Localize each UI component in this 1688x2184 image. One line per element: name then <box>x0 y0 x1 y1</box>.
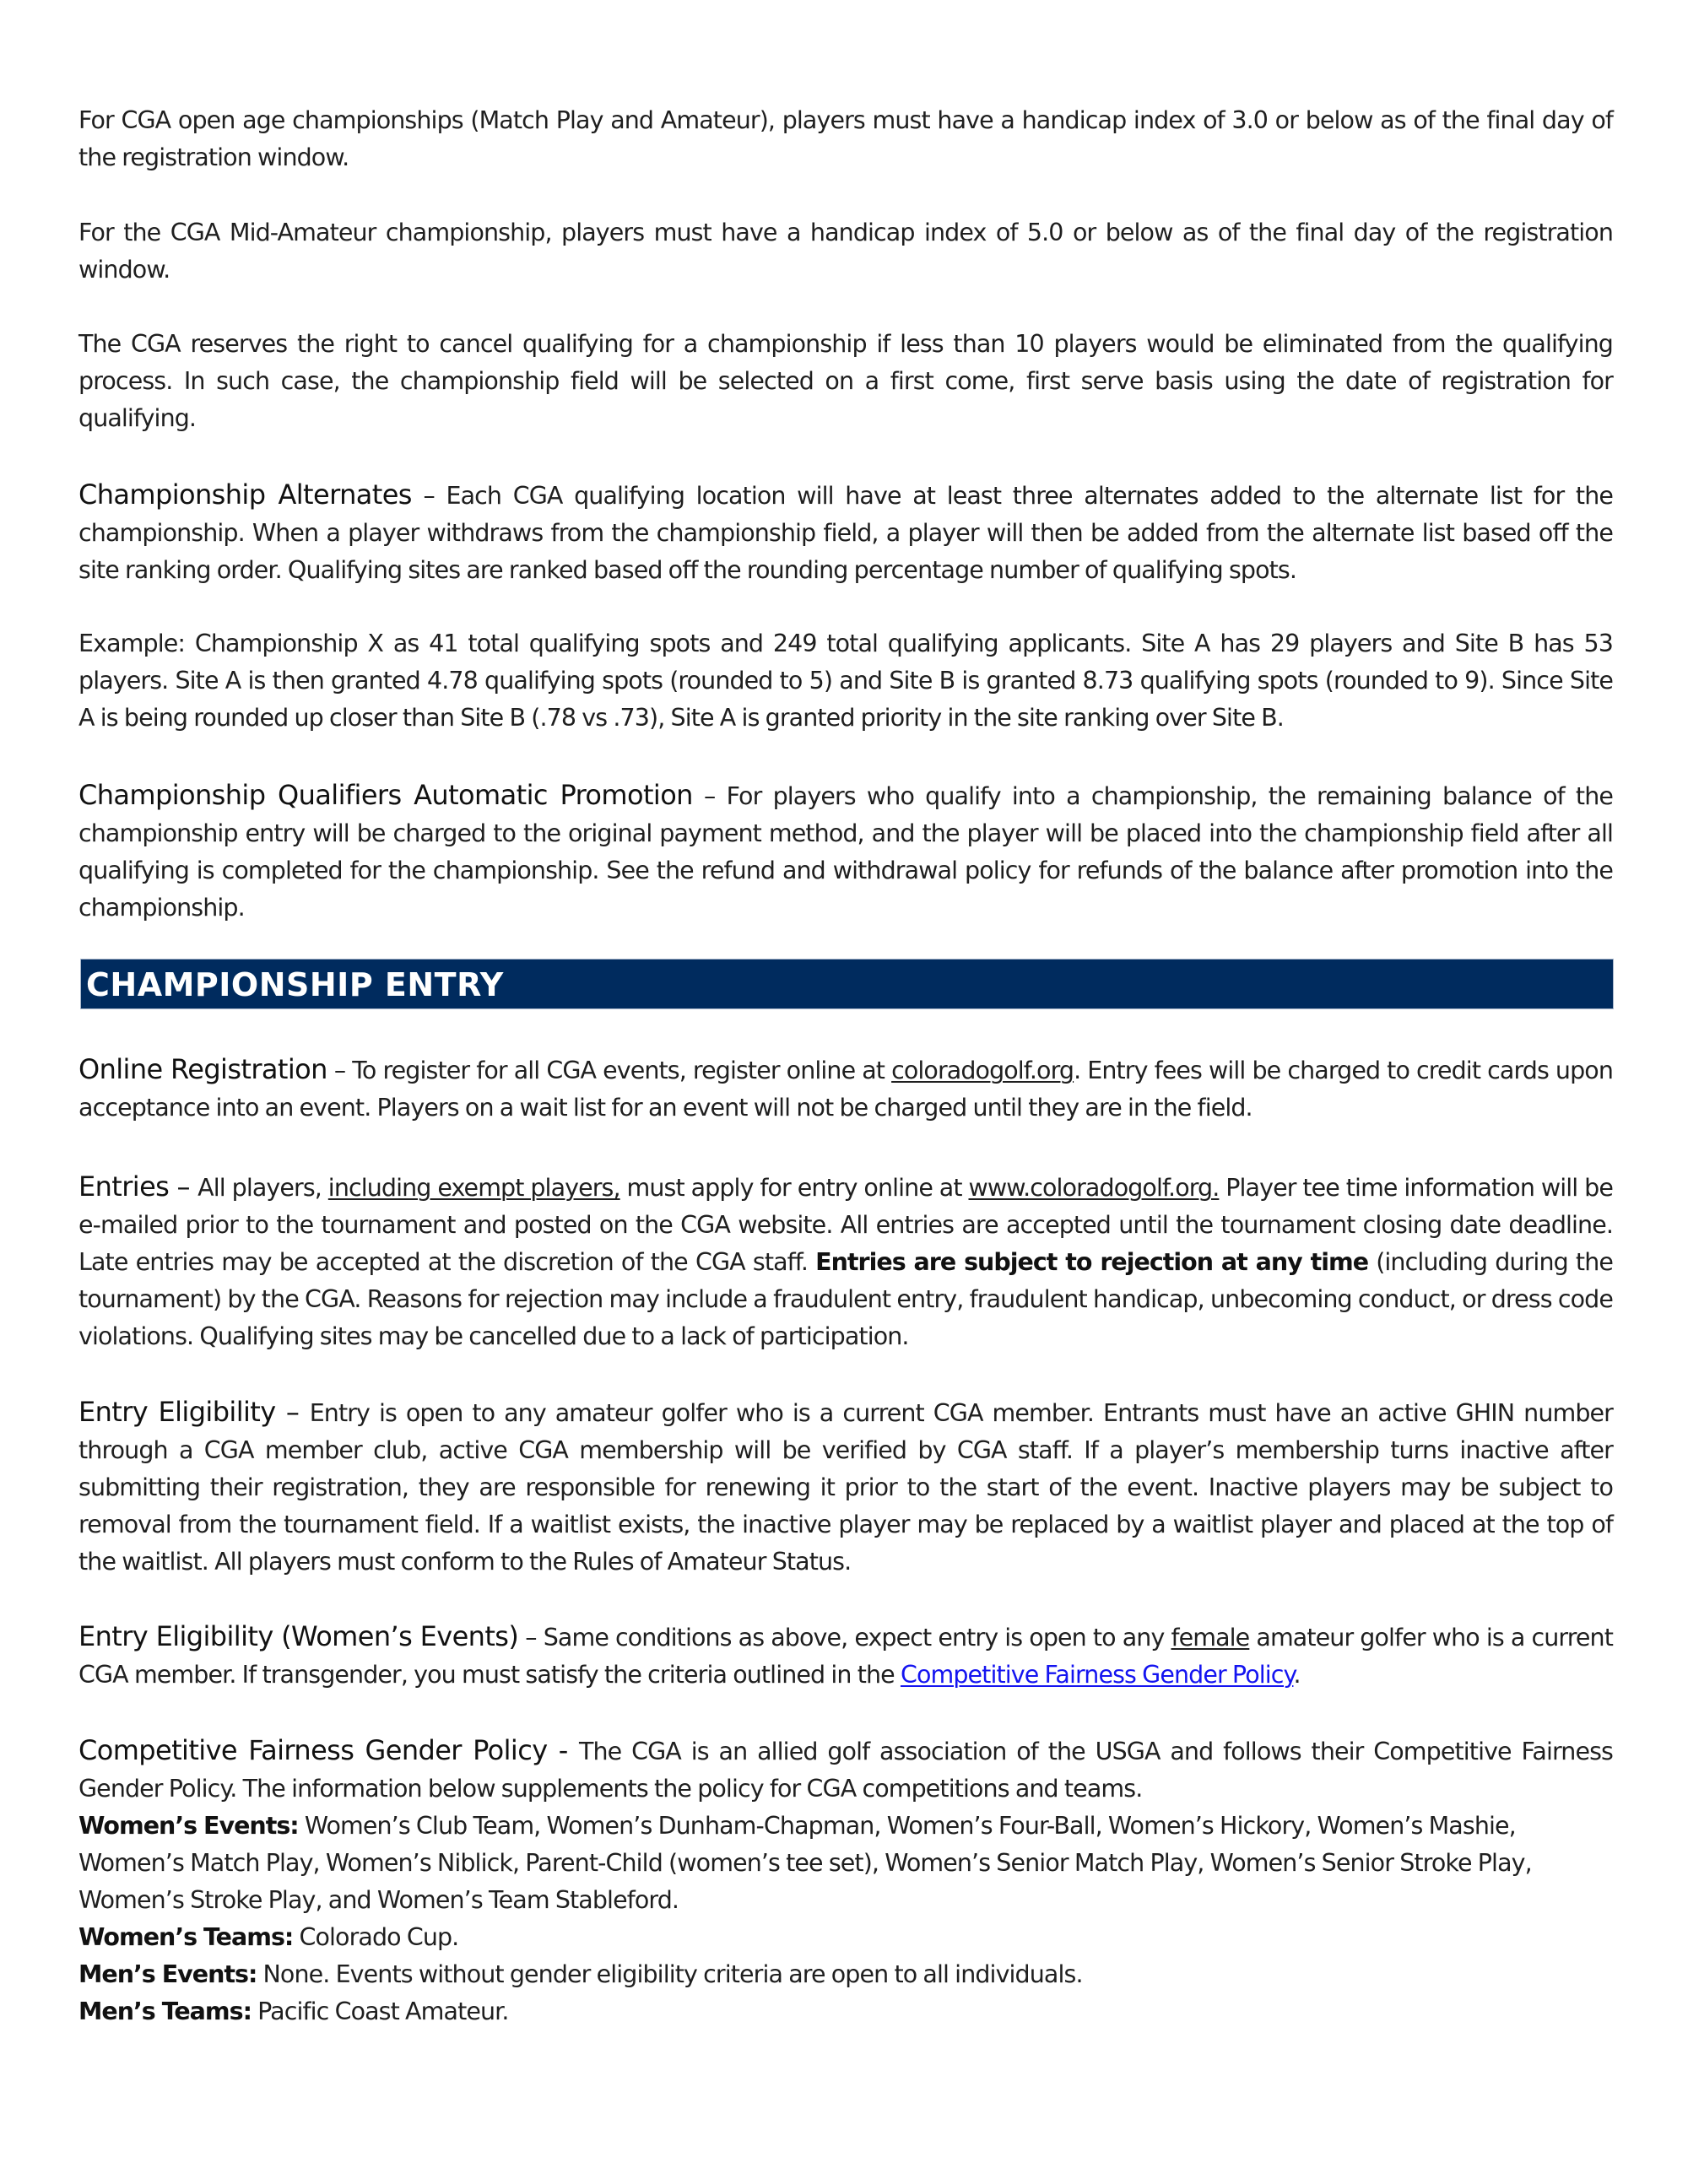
paragraph-text: – Same conditions as above, expect entry is open to any <box>518 1624 1171 1652</box>
gender-policy-link[interactable]: Competitive Fairness Gender Policy <box>900 1661 1294 1689</box>
policy-item-label: Women’s Teams: <box>78 1923 294 1951</box>
paragraph-text: The CGA reserves the right to cancel qualifying for a championship if less than 10 players would be eliminated from the qualifying process. In such case, the championship field will be selected on a first come, first serve basis using the date of registration for qualifying. <box>78 330 1613 432</box>
handicap-open-age-paragraph <box>78 102 1613 176</box>
paragraph-text: – To register for all CGA events, register online at <box>327 1057 892 1084</box>
coloradogolf-www-link[interactable]: www.coloradogolf.org. <box>968 1174 1220 1202</box>
policy-item-label: Men’s Teams: <box>78 1997 252 2025</box>
policy-item-value: Women’s Club Team, Women’s Dunham-Chapman, Women’s Four-Ball, Women’s Hickory, Women’s Mashie, Women’s Match Play, Women’s Niblick, Parent-Child (women’s tee set), Women’s Senior Match Play, Women’s Senior Stroke Play, Women’s Stroke Play, and Women’s Team Stableford. <box>78 1812 1532 1914</box>
entries-heading: Entries – <box>78 1170 198 1203</box>
entry-eligibility-women-paragraph <box>78 1618 1613 1694</box>
entry-eligibility-paragraph <box>78 1393 1613 1581</box>
paragraph-text: (including during the tournament) by the CGA. Reasons for rejection may include a fraudulent entry, fraudulent handicap, unbecoming conduct, or dress code violations. Qualifying sites may be cancelled due to a lack of participation. <box>78 1248 1614 1350</box>
paragraph-text: All players, <box>197 1174 328 1202</box>
policy-item-value: None. Events without gender eligibility criteria are open to all individuals. <box>257 1960 1083 1988</box>
paragraph-text: – For players who qualify into a championship, the remaining balance of the championship entry will be charged to the original payment method, and the player will be placed into the championship field after all qualifying is completed for the championship. See the refund and withdrawal policy for refunds of the balance after promotion into the championship. <box>78 782 1613 922</box>
exempt-players-underline: including exempt players, <box>327 1174 620 1202</box>
paragraph-text: For CGA open age championships (Match Play and Amateur), players must have a handicap index of 3.0 or below as of the final day of the registration window. <box>78 106 1613 171</box>
policy-item-mens-teams <box>78 1993 1613 2030</box>
automatic-promotion-heading: Championship Qualifiers Automatic Promotion <box>78 779 693 811</box>
alternates-example-paragraph <box>78 625 1613 737</box>
policy-item-label: Men’s Events: <box>78 1960 257 1988</box>
paragraph-text: The CGA is an allied golf association of the USGA and follows their Competitive Fairness Gender Policy. The information below supplements the policy for CGA competitions and teams. <box>78 1738 1613 1803</box>
online-registration-heading: Online Registration <box>78 1053 327 1085</box>
paragraph-text: . Entry fees will be charged to credit cards upon acceptance into an event. Players on a wait list for an event will not be charged until they are in the field. <box>78 1057 1613 1122</box>
paragraph-text: Example: Championship X as 41 total qualifying spots and 249 total qualifying applicants. Site A has 29 players and Site B has 53 players. Site A is then granted 4.78 qualifying spots (rounded to 5) and Site B is granted 8.73 qualifying spots (rounded to 9). Since Site A is being rounded up closer than Site B (.78 vs .73), Site A is granted priority in the site ranking over Site B. <box>78 630 1613 732</box>
championship-alternates-heading: Championship Alternates <box>78 478 412 511</box>
entries-paragraph <box>78 1168 1613 1355</box>
coloradogolf-link[interactable]: coloradogolf.org <box>891 1057 1074 1084</box>
female-underline: female <box>1171 1624 1250 1652</box>
online-registration-paragraph <box>78 1051 1613 1127</box>
entry-eligibility-women-heading: Entry Eligibility (Women’s Events) <box>78 1620 519 1652</box>
handicap-mid-amateur-paragraph <box>78 214 1613 289</box>
section-banner-championship-entry <box>81 960 1613 1008</box>
policy-item-mens-events <box>78 1956 1613 1993</box>
policy-item-value: Pacific Coast Amateur. <box>251 1997 509 2025</box>
gender-policy-heading: Competitive Fairness Gender Policy - <box>78 1734 579 1766</box>
paragraph-text: amateur golfer who is a current CGA member. If transgender, you must satisfy the criteria outlined in the <box>78 1624 1613 1689</box>
paragraph-text: – Each CGA qualifying location will have at least three alternates added to the alternate list for the championship. When a player withdraws from the championship field, a player will then be added from the alternate list based off the site ranking order. Qualifying sites are ranked based off the rounding percentage number of qualifying spots. <box>78 482 1613 584</box>
paragraph-text: must apply for entry online at <box>619 1174 969 1202</box>
paragraph-text: Entry is open to any amateur golfer who is a current CGA member. Entrants must have an active GHIN number through a CGA member club, active CGA membership will be verified by CGA staff. If a player’s membership turns inactive after submitting their registration, they are responsible for renewing it prior to the start of the event. Inactive players may be subject to removal from the tournament field. If a waitlist exists, the inactive player may be replaced by a waitlist player and placed at the top of the waitlist. All players must conform to the Rules of Amateur Status. <box>78 1399 1613 1576</box>
gender-policy-intro <box>78 1732 1613 1808</box>
paragraph-text: Player tee time information will be e-mailed prior to the tournament and posted on the CGA website. All entries are accepted until the tournament closing date deadline. Late entries may be accepted at the discretion of the CGA staff. <box>78 1174 1613 1276</box>
rejection-emphasis: Entries are subject to rejection at any time <box>815 1248 1369 1276</box>
qualifying-cancel-paragraph <box>78 326 1613 437</box>
policy-item-womens-events <box>78 1808 1613 1919</box>
section-title: CHAMPIONSHIP ENTRY <box>86 966 504 1003</box>
championship-alternates-paragraph <box>78 476 1613 589</box>
policy-item-value: Colorado Cup. <box>293 1923 459 1951</box>
policy-item-womens-teams <box>78 1919 1613 1956</box>
paragraph-text: . <box>1293 1661 1301 1689</box>
gender-policy-section <box>78 1732 1613 2030</box>
entry-eligibility-heading: Entry Eligibility – <box>78 1396 310 1428</box>
automatic-promotion-paragraph <box>78 776 1613 927</box>
paragraph-text: For the CGA Mid-Amateur championship, players must have a handicap index of 5.0 or below as of the final day of the registration window. <box>78 219 1613 284</box>
policy-item-label: Women’s Events: <box>78 1812 299 1840</box>
